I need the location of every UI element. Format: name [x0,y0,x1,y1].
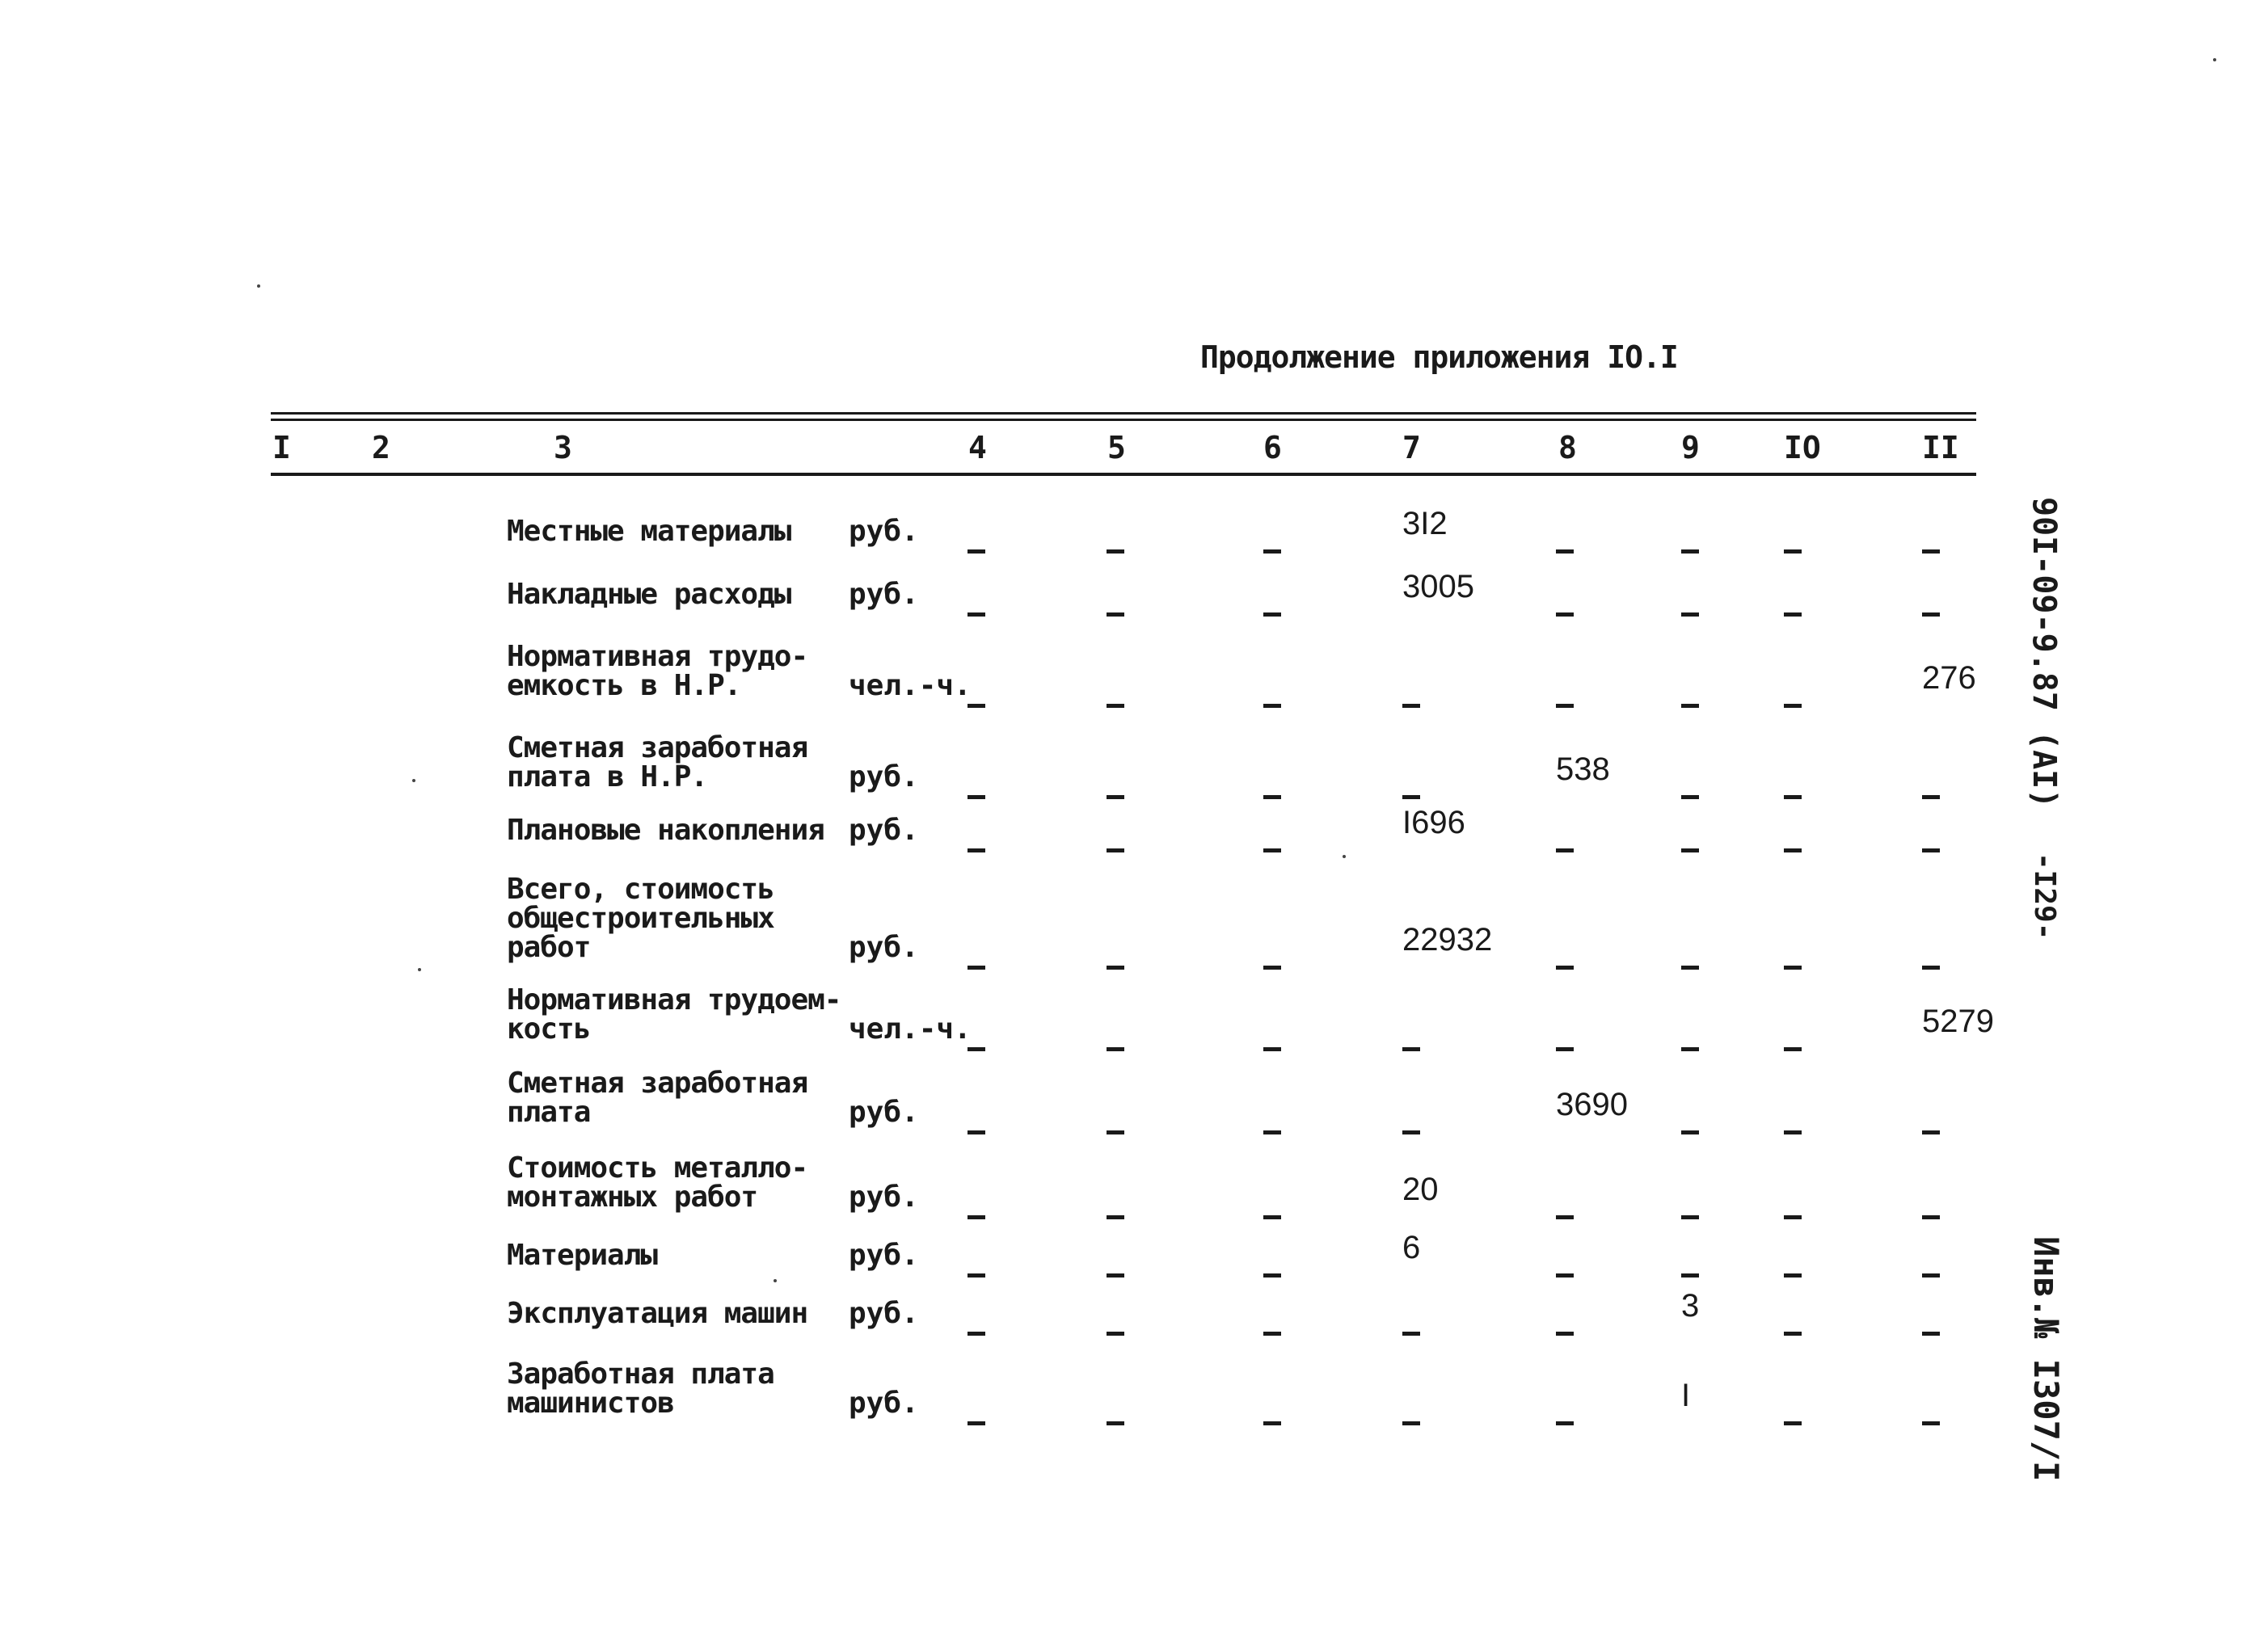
empty-dash [1784,549,1802,554]
scan-speck [2213,58,2216,61]
empty-dash [1681,848,1699,852]
empty-cell [967,530,985,559]
empty-cell [967,1254,985,1283]
empty-cell [1784,530,1802,559]
empty-dash [1263,549,1281,554]
empty-cell [967,684,985,713]
empty-dash [967,612,985,617]
empty-dash [1681,1215,1699,1219]
row-label: кость [507,1012,591,1046]
empty-cell [1263,530,1281,559]
empty-dash [1784,1421,1802,1425]
empty-cell [1784,593,1802,622]
empty-cell [967,1028,985,1057]
empty-dash [1556,848,1574,852]
empty-dash [1922,1130,1940,1134]
empty-cell [1784,776,1802,805]
value-cell: I696 [1402,805,1465,840]
column-number: 4 [968,430,987,465]
empty-dash [1922,1273,1940,1278]
empty-dash [1681,612,1699,617]
row-label: емкость в Н.Р. [507,669,741,702]
empty-cell [967,593,985,622]
empty-cell [967,1402,985,1431]
row-unit: руб. [849,1096,919,1129]
value-cell: 538 [1556,751,1610,787]
empty-dash [1556,1332,1574,1336]
scan-speck [1343,855,1346,858]
row-label: плата [507,1096,591,1129]
empty-dash [1922,1332,1940,1336]
empty-cell [1263,1028,1281,1057]
empty-dash [1556,704,1574,708]
empty-cell [1556,684,1574,713]
empty-dash [1681,1130,1699,1134]
empty-dash [1107,966,1124,970]
empty-cell [1107,684,1124,713]
empty-dash [967,549,985,554]
empty-dash [1784,704,1802,708]
empty-dash [1784,795,1802,799]
value-cell: 5279 [1922,1004,1994,1039]
empty-dash [1107,1332,1124,1336]
row-label: Накладные расходы [507,578,791,611]
row-unit: руб. [849,931,919,964]
value-cell: 20 [1402,1172,1439,1207]
empty-dash [1263,1130,1281,1134]
row-label: Стоимость металло- [507,1151,808,1185]
empty-cell [1922,1196,1940,1225]
empty-dash [1556,1215,1574,1219]
row-unit: руб. [849,1181,919,1214]
scan-speck [774,1279,777,1282]
column-number: I [272,430,291,465]
empty-cell [1681,1111,1699,1140]
empty-dash [1263,1215,1281,1219]
empty-cell [1556,1254,1574,1283]
side-inventory-number: Инв.№ I307/I [2026,1236,2066,1482]
column-number: 8 [1558,430,1577,465]
empty-dash [1263,795,1281,799]
row-label: общестроительных [507,902,774,935]
empty-dash [1107,549,1124,554]
row-label: Нормативная трудоем- [507,983,841,1017]
empty-dash [1263,704,1281,708]
empty-dash [1402,1332,1420,1336]
empty-dash [1556,966,1574,970]
empty-cell [1681,684,1699,713]
empty-cell [1402,684,1420,713]
empty-cell [1263,829,1281,858]
empty-dash [1556,1273,1574,1278]
empty-cell [1107,593,1124,622]
empty-cell [1107,1254,1124,1283]
empty-cell [967,1111,985,1140]
empty-dash [1556,1421,1574,1425]
empty-dash [1402,1047,1420,1051]
row-label: работ [507,931,591,964]
empty-cell [1784,1312,1802,1341]
empty-cell [1784,1111,1802,1140]
empty-dash [1681,966,1699,970]
empty-cell [1681,1028,1699,1057]
empty-cell [1681,776,1699,805]
empty-dash [1263,1273,1281,1278]
value-cell: 3005 [1402,569,1474,604]
row-label: Всего, стоимость [507,873,774,906]
value-cell: 3 [1681,1288,1700,1324]
empty-cell [1556,1402,1574,1431]
empty-cell [1263,593,1281,622]
empty-cell [1922,1254,1940,1283]
scan-speck [418,968,421,971]
empty-dash [1784,1047,1802,1051]
column-number: 7 [1402,430,1421,465]
empty-cell [1263,1111,1281,1140]
table-top-rule-double [271,419,1976,421]
empty-dash [1402,1130,1420,1134]
empty-dash [1107,1130,1124,1134]
column-number: II [1922,430,1959,465]
row-unit: чел.-ч. [849,1012,972,1046]
row-unit: руб. [849,1297,919,1330]
empty-cell [1556,1196,1574,1225]
empty-cell [967,829,985,858]
scan-speck [412,779,415,782]
row-label: машинистов [507,1387,674,1420]
row-label: Местные материалы [507,515,791,548]
empty-dash [967,1421,985,1425]
row-label: Нормативная трудо- [507,640,808,673]
value-cell: 6 [1402,1230,1421,1265]
empty-cell [1263,1196,1281,1225]
empty-dash [1922,795,1940,799]
empty-cell [1402,776,1420,805]
empty-dash [967,1215,985,1219]
column-number: 2 [372,430,390,465]
empty-cell [1784,1254,1802,1283]
empty-dash [1784,1332,1802,1336]
empty-dash [1922,848,1940,852]
empty-cell [1556,593,1574,622]
empty-dash [967,1273,985,1278]
row-label: Сметная заработная [507,731,808,764]
column-number: 5 [1107,430,1126,465]
empty-cell [1402,1312,1420,1341]
empty-dash [967,1332,985,1336]
empty-cell [1681,530,1699,559]
empty-dash [1784,848,1802,852]
empty-dash [1784,966,1802,970]
empty-cell [1263,946,1281,975]
empty-dash [1107,1421,1124,1425]
scan-speck [257,284,260,288]
row-label: плата в Н.Р. [507,760,708,793]
column-number: 3 [554,430,572,465]
empty-cell [1681,1196,1699,1225]
empty-dash [967,1047,985,1051]
empty-cell [1784,684,1802,713]
empty-cell [967,946,985,975]
empty-dash [1107,704,1124,708]
empty-cell [1263,776,1281,805]
page-caption: Продолжение приложения IO.I [1200,339,1678,375]
side-document-code: 90I-09-9.87 (AI) [2026,497,2063,809]
empty-cell [1922,530,1940,559]
empty-cell [1402,1028,1420,1057]
empty-cell [1107,1196,1124,1225]
empty-dash [1402,1421,1420,1425]
value-cell: 276 [1922,660,1976,696]
empty-cell [967,1312,985,1341]
empty-dash [1402,704,1420,708]
empty-dash [1681,704,1699,708]
empty-dash [1681,1273,1699,1278]
empty-dash [1556,612,1574,617]
empty-dash [1784,612,1802,617]
empty-cell [1784,1402,1802,1431]
empty-dash [1263,1421,1281,1425]
table-top-rule [271,412,1976,415]
row-unit: руб. [849,515,919,548]
empty-dash [1402,795,1420,799]
empty-cell [1263,1312,1281,1341]
empty-cell [1107,1312,1124,1341]
row-unit: чел.-ч. [849,669,972,702]
empty-cell [1922,776,1940,805]
empty-dash [967,795,985,799]
empty-cell [1263,1254,1281,1283]
empty-dash [967,704,985,708]
empty-dash [1922,966,1940,970]
empty-cell [1556,530,1574,559]
value-cell: I [1681,1378,1691,1413]
empty-dash [1681,795,1699,799]
value-cell: 3I2 [1402,506,1448,541]
empty-cell [1784,1028,1802,1057]
row-unit: руб. [849,1239,919,1272]
empty-dash [1107,1273,1124,1278]
empty-cell [1681,593,1699,622]
empty-dash [1556,549,1574,554]
row-unit: руб. [849,760,919,793]
column-number: 9 [1681,430,1700,465]
empty-dash [1922,549,1940,554]
empty-dash [1107,795,1124,799]
value-cell: 22932 [1402,922,1493,958]
row-unit: руб. [849,814,919,847]
empty-dash [1922,1215,1940,1219]
column-number: IO [1784,430,1821,465]
empty-dash [1922,612,1940,617]
row-label: Сметная заработная [507,1067,808,1100]
empty-cell [1922,1402,1940,1431]
empty-cell [967,1196,985,1225]
empty-cell [1107,946,1124,975]
empty-dash [1556,1047,1574,1051]
empty-dash [1263,848,1281,852]
value-cell: 3690 [1556,1087,1628,1122]
empty-dash [1784,1130,1802,1134]
column-number: 6 [1263,430,1282,465]
empty-cell [1922,1312,1940,1341]
empty-cell [1556,1312,1574,1341]
header-bottom-rule [271,473,1976,476]
empty-cell [1556,1028,1574,1057]
empty-cell [1107,776,1124,805]
empty-dash [1784,1215,1802,1219]
empty-cell [1556,829,1574,858]
empty-dash [1263,966,1281,970]
empty-dash [1263,612,1281,617]
row-label: Материалы [507,1239,658,1272]
row-unit: руб. [849,578,919,611]
empty-dash [967,848,985,852]
empty-cell [967,776,985,805]
empty-dash [1784,1273,1802,1278]
empty-cell [1784,1196,1802,1225]
row-label: Эксплуатация машин [507,1297,808,1330]
row-unit: руб. [849,1387,919,1420]
empty-dash [1263,1047,1281,1051]
side-page-number: -I29- [2028,852,2061,941]
row-label: Плановые накопления [507,814,824,847]
empty-dash [1263,1332,1281,1336]
empty-cell [1107,1402,1124,1431]
empty-dash [967,966,985,970]
empty-cell [1107,1111,1124,1140]
empty-cell [1922,829,1940,858]
empty-cell [1107,1028,1124,1057]
empty-dash [1107,1047,1124,1051]
empty-cell [1107,829,1124,858]
empty-cell [1784,829,1802,858]
empty-dash [1681,1047,1699,1051]
empty-cell [1402,1111,1420,1140]
empty-cell [1107,530,1124,559]
empty-cell [1922,1111,1940,1140]
empty-dash [1107,1215,1124,1219]
empty-cell [1263,684,1281,713]
empty-cell [1922,593,1940,622]
empty-cell [1681,829,1699,858]
empty-cell [1922,946,1940,975]
empty-cell [1784,946,1802,975]
empty-dash [967,1130,985,1134]
empty-dash [1107,612,1124,617]
empty-cell [1681,946,1699,975]
empty-cell [1263,1402,1281,1431]
empty-cell [1402,1402,1420,1431]
row-label: Заработная плата [507,1358,774,1391]
empty-dash [1107,848,1124,852]
empty-cell [1556,946,1574,975]
empty-dash [1922,1421,1940,1425]
row-label: монтажных работ [507,1181,758,1214]
empty-cell [1681,1254,1699,1283]
empty-dash [1681,549,1699,554]
